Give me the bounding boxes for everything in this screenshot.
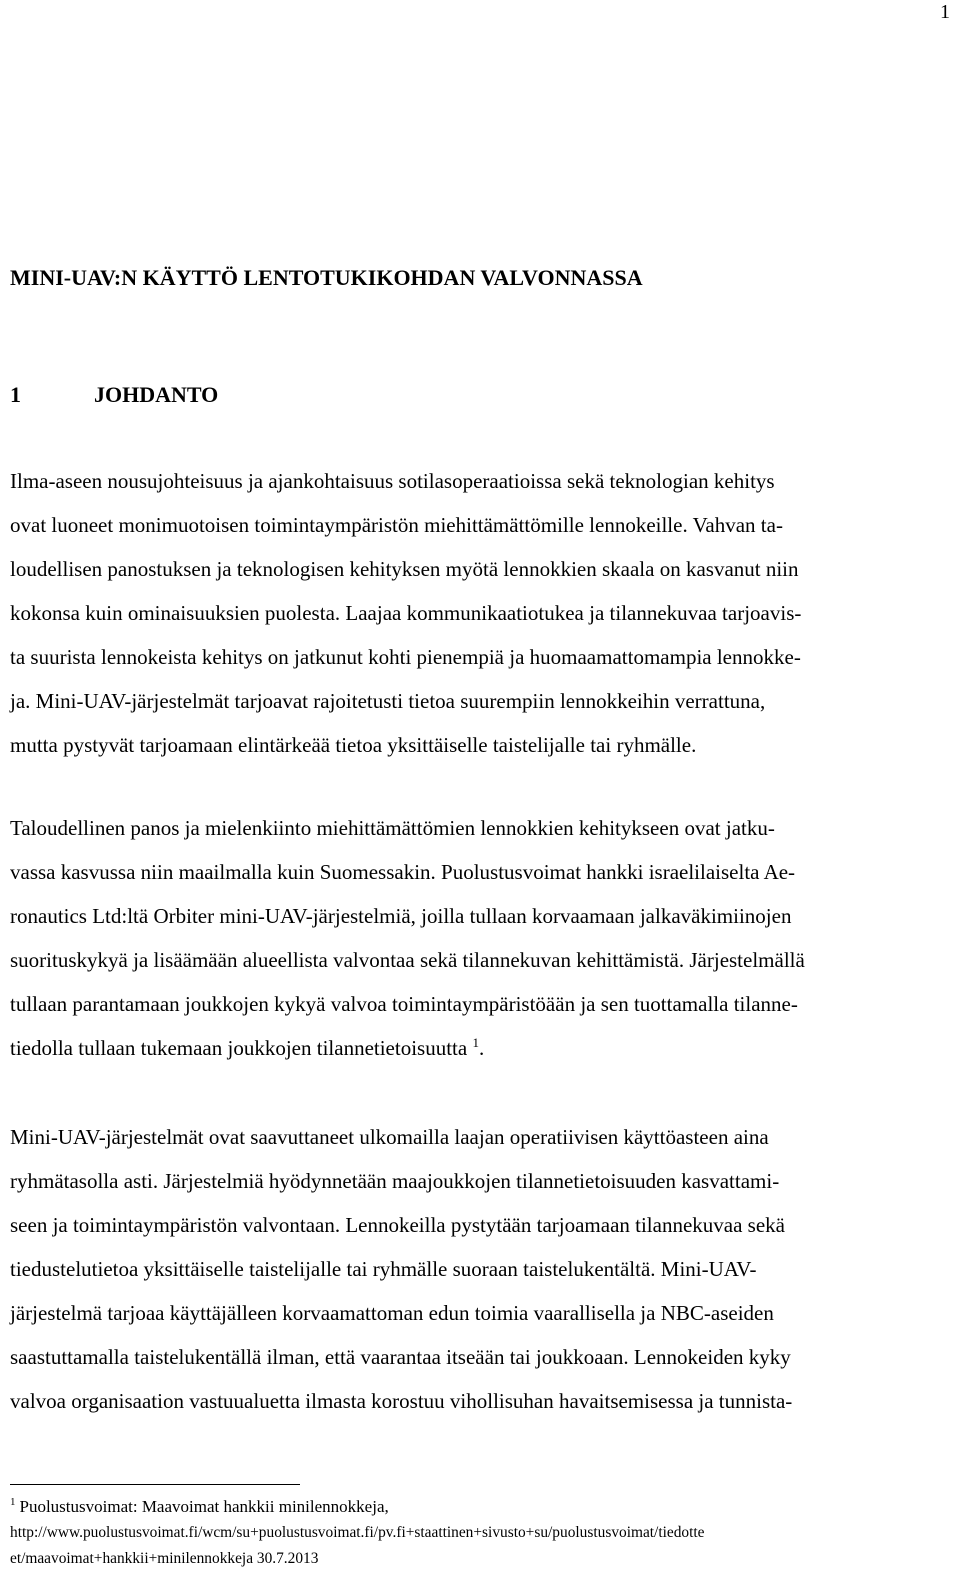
page-number: 1 (940, 1, 950, 23)
paragraph-line: ja. Mini-UAV-järjestelmät tarjoavat rajoitetusti tietoa suurempiin lennokkeihin verrattuna, (10, 689, 766, 713)
footnote (10, 1494, 950, 1572)
paragraph-1 (10, 459, 950, 767)
paragraph-line-text: tiedolla tullaan tukemaan joukkojen tilannetietoisuutta (10, 1036, 468, 1060)
paragraph-line: tullaan parantamaan joukkojen kykyä valvoa toimintaympäristöään ja sen tuottamalla tilanne- (10, 992, 798, 1016)
paragraph-line: vassa kasvussa niin maailmalla kuin Suomessakin. Puolustusvoimat hankki israelilaiselta Ae- (10, 860, 796, 884)
paragraph-line: loudellisen panostuksen ja teknologisen kehityksen myötä lennokkien skaala on kasvanut niin (10, 557, 799, 581)
paragraph-line-end: . (478, 1036, 485, 1060)
paragraph-line: ryhmätasolla asti. Järjestelmiä hyödynnetään maajoukkojen tilannetietoisuuden kasvattami- (10, 1169, 780, 1193)
footnote-reference: 1 (472, 1035, 479, 1050)
paragraph-last-line (10, 1026, 950, 1070)
document-title: MINI-UAV:N KÄYTTÖ LENTOTUKIKOHDAN VALVONNASSA (10, 265, 643, 290)
paragraph-line: Taloudellinen panos ja mielenkiinto miehittämättömien lennokkien kehitykseen ovat jatku- (10, 816, 775, 840)
paragraph-line: kokonsa kuin ominaisuuksien puolesta. Laajaa kommunikaatiotukea ja tilannekuvaa tarjoavis- (10, 601, 802, 625)
paragraph-2 (10, 806, 950, 1070)
paragraph-line: ta suurista lennokeista kehitys on jatkunut kohti pienempiä ja huomaamattomampia lennokke- (10, 645, 801, 669)
paragraph-3 (10, 1115, 950, 1423)
footnote-text-line (10, 1494, 950, 1520)
paragraph-line: ovat luoneet monimuotoisen toimintaympäristön miehittämättömille lennokeille. Vahvan ta- (10, 513, 783, 537)
paragraph-line: mutta pystyvät tarjoamaan elintärkeää tietoa yksittäiselle taistelijalle tai ryhmälle. (10, 733, 697, 757)
paragraph-line: suorituskykyä ja lisäämään alueellista valvontaa sekä tilannekuvan kehittämistä. Järjestelmällä (10, 948, 805, 972)
paragraph-line: Mini-UAV-järjestelmät ovat saavuttaneet ulkomailla laajan operatiivisen käyttöasteen aina (10, 1125, 769, 1149)
paragraph-line: ronautics Ltd:ltä Orbiter mini-UAV-järjestelmiä, joilla tullaan korvaamaan jalkaväkimiinojen (10, 904, 792, 928)
footnote-divider (10, 1484, 300, 1485)
footnote-text: Puolustusvoimat: Maavoimat hankkii minilennokkeja, (19, 1497, 389, 1516)
section-number: 1 (10, 382, 21, 407)
paragraph-line: seen ja toimintaympäristön valvontaan. Lennokeilla pystytään tarjoamaan tilannekuvaa sekä (10, 1213, 785, 1237)
footnote-url-line-2[interactable]: et/maavoimat+hankkii+minilennokkeja 30.7.2013 (10, 1550, 319, 1567)
footnote-url-line-1[interactable]: http://www.puolustusvoimat.fi/wcm/su+puolustusvoimat.fi/pv.fi+staattinen+sivusto+su/puolustusvoimat/tiedotte (10, 1524, 705, 1541)
paragraph-line: saastuttamalla taistelukentällä ilman, että vaarantaa itseään tai joukkoaan. Lennokeiden kyky (10, 1345, 791, 1369)
section-title: JOHDANTO (94, 382, 219, 407)
paragraph-line: tiedustelutietoa yksittäiselle taistelijalle tai ryhmälle suoraan taistelukentältä. Mini-UAV- (10, 1257, 757, 1281)
section-heading (10, 381, 218, 409)
paragraph-line: valvoa organisaation vastuualuetta ilmasta korostuu vihollisuhan havaitsemisessa ja tunnista- (10, 1389, 793, 1413)
paragraph-line: järjestelmä tarjoaa käyttäjälleen korvaamattoman edun toimia vaarallisella ja NBC-aseiden (10, 1301, 774, 1325)
paragraph-line: Ilma-aseen nousujohteisuus ja ajankohtaisuus sotilasoperaatioissa sekä teknologian kehitys (10, 469, 775, 493)
footnote-marker: 1 (10, 1496, 16, 1509)
